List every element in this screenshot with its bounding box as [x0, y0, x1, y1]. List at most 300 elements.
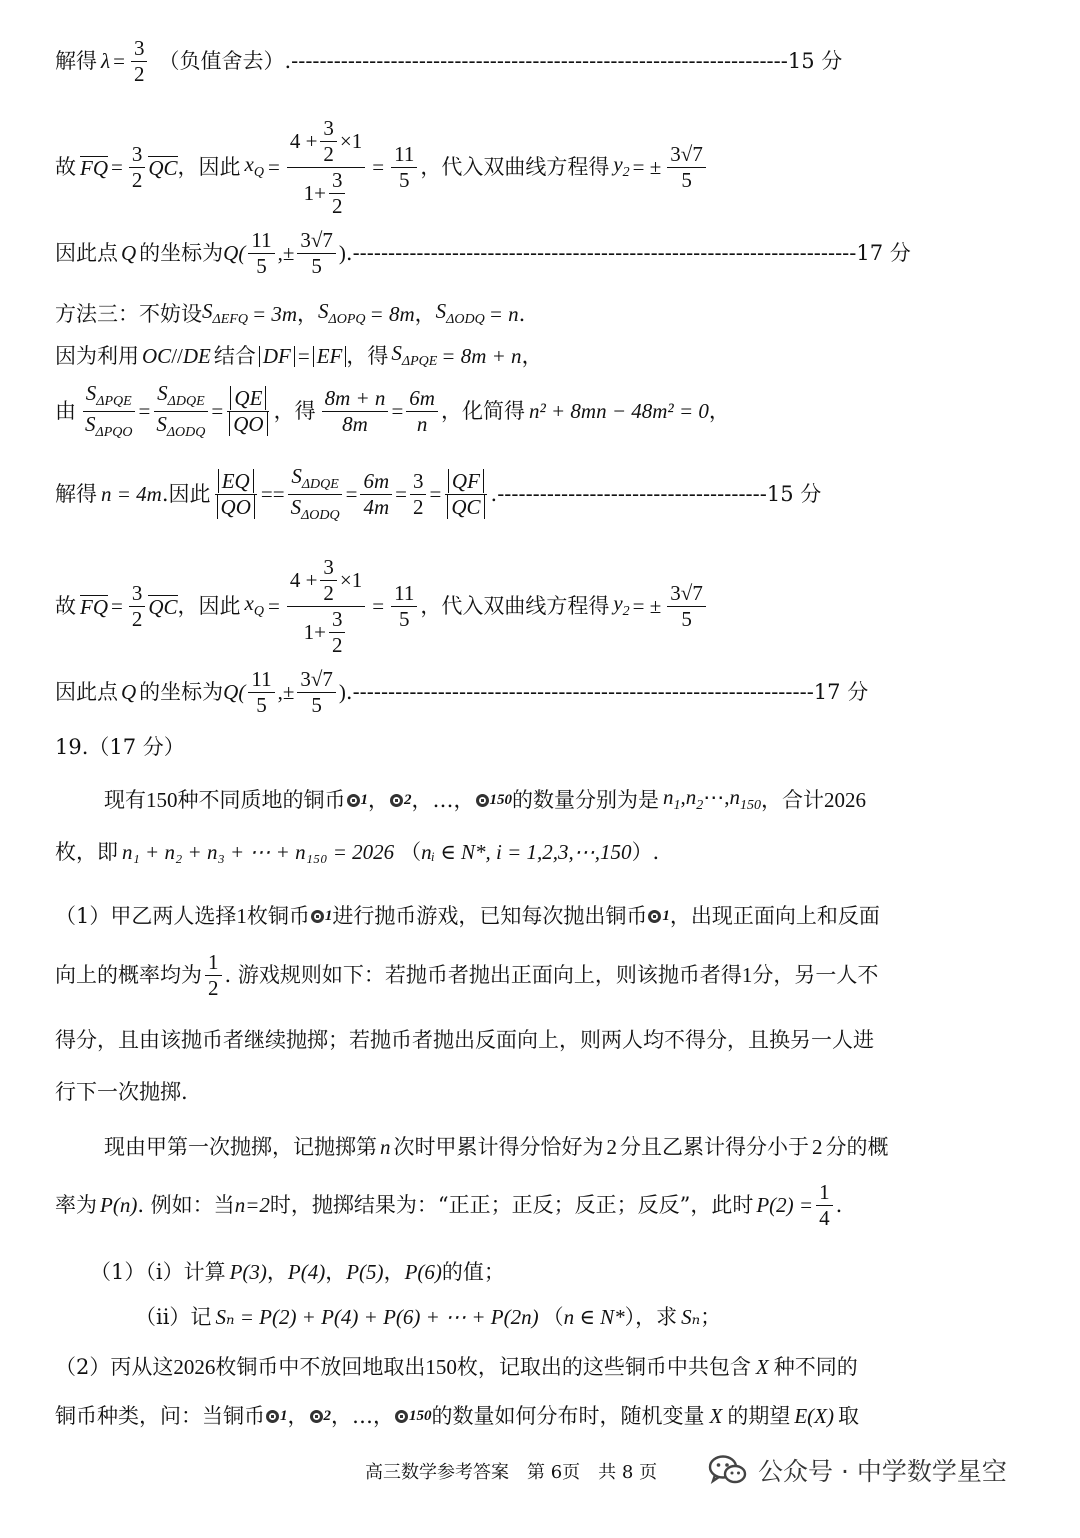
coin-icon — [311, 910, 324, 923]
n — [445, 471, 487, 495]
text: 取 — [837, 1404, 859, 1428]
equation: n = 4m — [101, 482, 162, 507]
d: 8m — [342, 412, 368, 437]
n-list — [663, 787, 761, 813]
math-pm: = ± — [632, 594, 662, 618]
text: . 游戏规则如下：若抛币者抛出正面向上，则该抛币者得 — [224, 963, 742, 987]
coin-icon — [347, 794, 360, 807]
problem-line-9 — [90, 1262, 505, 1283]
coin-index: 1 — [662, 908, 670, 924]
d — [214, 495, 258, 518]
fraction — [248, 669, 274, 716]
sub: ΔOPQ — [328, 312, 366, 328]
problem-line-5 — [55, 1030, 874, 1051]
text: 进行抛币游戏，已知每次抛出铜币 — [332, 904, 648, 928]
x-Q — [245, 154, 264, 180]
solution-line-8 — [55, 557, 709, 656]
numerator: 3 — [131, 38, 148, 62]
n: 1 — [816, 1182, 833, 1206]
var: y — [613, 152, 623, 177]
problem-line-4 — [55, 952, 878, 999]
text: 枚铜币中不放回地取出 — [215, 1355, 426, 1379]
d: 2 — [323, 581, 334, 605]
n: 3√7 — [297, 669, 336, 693]
area — [391, 343, 437, 369]
text: 铜币种类，问：当铜币 — [55, 1404, 265, 1428]
text: 行下一次抛掷. — [55, 1080, 188, 1104]
text: 时，抛掷结果为：“正正；正反；反正；反反”，此时 — [269, 1193, 754, 1217]
problem-line-3 — [55, 906, 880, 927]
abs: QO — [229, 412, 267, 436]
text: （2）丙从这 — [55, 1355, 174, 1379]
var: OC — [142, 343, 172, 368]
n — [288, 466, 342, 495]
sep: ,± — [277, 241, 295, 265]
comma: ， — [521, 343, 543, 368]
math-eq: = — [429, 482, 442, 507]
c: ⋯, — [703, 785, 730, 809]
fraction — [205, 952, 222, 999]
solution-line-6 — [55, 383, 730, 440]
problem-line-7 — [104, 1137, 889, 1158]
d: n — [416, 412, 428, 437]
t: ×1 — [339, 129, 363, 153]
fraction — [406, 388, 438, 435]
var: Q — [121, 680, 137, 704]
d: 5 — [256, 693, 267, 717]
text: ，得 — [346, 343, 389, 368]
math: n=2 — [234, 1193, 270, 1217]
n: 6m — [406, 388, 438, 412]
area — [436, 301, 485, 327]
number: 2026 — [824, 787, 866, 812]
watermark-text: 公众号 · 中学数学星空 — [758, 1457, 1007, 1486]
fraction — [391, 583, 417, 630]
coin-icon — [476, 794, 489, 807]
problem-line-12 — [55, 1406, 859, 1427]
math-eq: = — [297, 343, 310, 368]
text: ，化简得 — [440, 399, 525, 424]
d: 5 — [398, 168, 410, 192]
question-header — [55, 737, 185, 758]
d — [288, 495, 343, 523]
var: y — [613, 591, 623, 616]
numerator — [287, 118, 365, 168]
big-fraction — [287, 118, 365, 217]
denominator — [301, 168, 352, 217]
n: 11 — [248, 230, 274, 254]
denominator: 2 — [133, 62, 145, 86]
n: 11 — [248, 669, 274, 693]
text: ，出现正面向上和反面 — [669, 904, 880, 928]
text: 因此点 — [55, 241, 118, 265]
var: X — [755, 1355, 769, 1379]
number: 2 — [606, 1135, 617, 1159]
math: Sₙ = P(2) + P(4) + P(6) + ⋯ + P(2n) — [215, 1305, 539, 1329]
text: 分，另一人不 — [752, 963, 879, 987]
fraction — [444, 471, 487, 518]
d: 2 — [208, 976, 219, 1000]
math-eq: = — [391, 399, 404, 424]
number: 2026 — [173, 1355, 216, 1379]
n: 3 — [410, 471, 427, 495]
math-eq: = — [395, 482, 407, 507]
v: n — [685, 785, 697, 809]
number: 1 — [236, 904, 247, 928]
sep: ,± — [277, 680, 295, 704]
solution-line-9 — [55, 669, 868, 716]
score: 15 分 — [787, 49, 843, 73]
problem-line-11 — [55, 1357, 858, 1378]
d: 5 — [311, 693, 322, 717]
text: （ — [542, 1305, 564, 1329]
math-lambda: λ — [101, 49, 111, 73]
abs: QO — [217, 495, 255, 519]
n: 3√7 — [297, 230, 336, 254]
n — [227, 388, 269, 412]
coin-icon — [395, 1410, 408, 1423]
v: S — [290, 495, 302, 520]
fraction — [816, 1182, 833, 1229]
math-eq: = — [113, 49, 125, 73]
coin-index: 150 — [409, 1408, 432, 1424]
text: 方法三：不妨设 — [55, 301, 202, 326]
numerator: 3 — [129, 583, 146, 607]
text: ，代入双曲线方程得 — [420, 155, 610, 179]
score-leader: .---------------------------------------------------------------------- — [284, 49, 788, 73]
ellipsis: ，…， — [331, 1404, 394, 1428]
value: = 8m — [369, 301, 415, 326]
text: 解得 — [55, 49, 97, 73]
text: 解得 — [55, 482, 97, 507]
math-eq: = — [372, 594, 385, 618]
big-fraction — [287, 557, 365, 656]
problem-line-6 — [55, 1082, 188, 1103]
d: 5 — [681, 168, 692, 192]
comma: ， — [414, 301, 436, 326]
semicolon: ； — [700, 1305, 722, 1329]
n: 3√7 — [667, 144, 706, 168]
c: , — [680, 785, 686, 809]
text: ，因此 — [177, 155, 241, 179]
small-fraction — [329, 170, 346, 217]
text: 由 — [55, 399, 76, 424]
fraction — [667, 583, 706, 630]
number: 150 — [425, 1355, 457, 1379]
text: 率为 — [55, 1193, 97, 1217]
text: 次时甲累计得分恰好为 — [393, 1135, 604, 1159]
n: 6m — [360, 471, 392, 495]
sub: 2 — [622, 604, 630, 620]
math-eq: = — [111, 594, 123, 618]
math-eq: = — [345, 482, 358, 507]
value: = 3m — [251, 301, 298, 326]
math-eq: = — [138, 399, 151, 424]
fraction — [360, 471, 392, 518]
text: （ — [400, 840, 422, 864]
s: ΔPQO — [95, 425, 133, 441]
n: 11 — [391, 144, 417, 168]
fraction — [248, 230, 274, 277]
comma: ， — [708, 399, 730, 424]
problem-line-1 — [104, 787, 866, 813]
denominator: 2 — [131, 607, 143, 631]
area — [202, 301, 248, 327]
text: 的值； — [441, 1260, 505, 1284]
small-fraction — [329, 609, 346, 656]
s: ΔODQ — [166, 425, 206, 441]
abs: EQ — [218, 469, 254, 493]
number: 2 — [812, 1135, 823, 1159]
math: Sₙ — [681, 1305, 701, 1329]
v: S — [85, 412, 96, 437]
coin-icon — [390, 794, 403, 807]
text: ，代入双曲线方程得 — [420, 594, 610, 618]
sub: ΔPQE — [401, 354, 438, 370]
d: 5 — [311, 254, 322, 278]
fraction — [129, 144, 146, 191]
d: 5 — [398, 607, 410, 631]
problem-line-2 — [55, 842, 659, 863]
math: P(5) — [346, 1260, 384, 1284]
fraction — [667, 144, 706, 191]
fraction — [129, 583, 146, 630]
value: = 8m + n — [441, 343, 522, 368]
d — [444, 495, 487, 518]
coin-index: 1 — [360, 791, 368, 808]
coin-icon — [266, 1410, 279, 1423]
n — [154, 383, 208, 412]
problem-line-10 — [135, 1307, 721, 1328]
fraction — [410, 471, 427, 518]
vector-QC: QC — [148, 156, 178, 180]
var: S — [435, 299, 447, 323]
math-eq: = — [111, 155, 123, 179]
var: x — [244, 152, 254, 177]
math-eq: = — [267, 594, 280, 618]
equation: n₁ + n₂ + n₃ + ⋯ + n₁₅₀ = 2026 — [122, 840, 395, 864]
d: 2 — [331, 633, 343, 657]
math-eq: = — [372, 155, 385, 179]
text: 现有 — [104, 787, 146, 812]
n: 3√7 — [667, 583, 706, 607]
solution-line-1 — [55, 38, 842, 85]
d: 4 — [819, 1206, 830, 1230]
var: Q( — [223, 680, 246, 704]
fraction — [288, 466, 343, 523]
score: 17 分 — [813, 680, 869, 704]
abs: QF — [448, 469, 484, 493]
wechat-icon — [708, 1454, 748, 1486]
math: E(X) — [794, 1404, 834, 1428]
text: 向上的概率均为 — [55, 963, 202, 987]
period: . — [518, 301, 526, 326]
numerator: 3 — [129, 144, 146, 168]
n: 3 — [329, 170, 346, 194]
fraction — [322, 388, 389, 435]
comma: ， — [383, 1260, 405, 1284]
fraction — [391, 144, 417, 191]
ellipsis: ，…， — [411, 787, 475, 812]
vector-FQ: FQ — [80, 595, 108, 619]
condition: nᵢ ∈ N*, i = 1,2,3,⋯,150 — [421, 840, 632, 864]
solution-line-7 — [55, 466, 821, 523]
math-eq: = — [267, 155, 280, 179]
d: 2 — [412, 495, 424, 520]
t: 1+ — [303, 181, 326, 205]
text: 结合 — [213, 343, 256, 368]
s: ΔDQE — [301, 477, 339, 493]
math: P(2) = — [756, 1193, 814, 1217]
coin-icon — [648, 910, 661, 923]
v: S — [156, 412, 167, 437]
n: 8m + n — [322, 388, 389, 412]
watermark — [708, 1452, 1007, 1488]
n: 11 — [391, 583, 417, 607]
sub: ΔEFQ — [212, 312, 248, 328]
text: 枚，即 — [55, 840, 118, 864]
comma: ， — [297, 301, 319, 326]
solution-line-3 — [55, 230, 911, 277]
coin-index: 2 — [323, 1408, 331, 1424]
text: （ii）记 — [135, 1305, 212, 1329]
text: 的坐标为 — [139, 680, 224, 704]
var: Q — [121, 241, 137, 265]
var: S — [318, 299, 329, 323]
math-eq: == — [260, 482, 285, 507]
var: S — [202, 299, 213, 323]
sub: 2 — [622, 165, 630, 181]
score-leader: .----------------------------------------------------------------------- — [345, 241, 857, 265]
comma: ， — [266, 1260, 288, 1284]
text: 现由甲第一次抛掷，记抛掷第 — [104, 1135, 377, 1159]
note: （负值舍去） — [158, 49, 285, 73]
v: n — [663, 785, 674, 809]
fraction — [82, 383, 136, 440]
text: 分且乙累计得分小于 — [620, 1135, 809, 1159]
d: 2 — [331, 194, 343, 218]
n: 3 — [320, 557, 337, 581]
text: 故 — [55, 155, 76, 179]
fraction — [214, 471, 258, 518]
s: 1 — [673, 798, 681, 814]
comma: ， — [368, 787, 389, 812]
page-number: 高三数学参考答案 第 6页 共 8 页 — [365, 1462, 658, 1483]
comma: ， — [325, 1260, 347, 1284]
math: P(3) — [229, 1260, 267, 1284]
n — [215, 471, 257, 495]
s: ΔODQ — [301, 508, 340, 524]
small-fraction — [320, 118, 337, 165]
text: ，合计 — [761, 787, 824, 812]
text: . 例如：当 — [137, 1193, 235, 1217]
math: n ∈ N* — [563, 1305, 625, 1329]
score: 17 分 — [856, 241, 911, 265]
s: 2 — [696, 798, 704, 814]
s: ΔDQE — [167, 394, 205, 410]
fraction — [153, 383, 208, 440]
s: 150 — [740, 798, 761, 814]
parallel: // — [171, 343, 183, 368]
vector-FQ: FQ — [80, 156, 108, 180]
abs: QC — [447, 495, 484, 519]
text: 故 — [55, 594, 76, 618]
t: 4 + — [289, 568, 318, 592]
solution-line-5 — [55, 343, 543, 369]
sub: Q — [253, 604, 264, 620]
t: 4 + — [289, 129, 318, 153]
math: P(6) — [404, 1260, 442, 1284]
coin-index: 2 — [404, 791, 412, 808]
text: ），求 — [624, 1305, 678, 1329]
n — [83, 383, 135, 412]
denominator: 2 — [131, 168, 143, 192]
n: 1 — [205, 952, 222, 976]
math-eq: = — [211, 399, 224, 424]
var: X — [709, 1404, 723, 1428]
vector-QC: QC — [148, 595, 178, 619]
v: n — [729, 785, 740, 809]
text: 种不同的 — [773, 1355, 858, 1379]
question-number: 19.（17 分） — [55, 735, 185, 759]
v: S — [157, 381, 168, 405]
var: Q( — [223, 241, 246, 265]
fraction — [131, 38, 148, 85]
d: 4m — [363, 495, 390, 520]
abs-EF: EF — [313, 346, 347, 367]
text: 因为利用 — [55, 343, 139, 368]
d — [82, 412, 136, 440]
solution-line-2 — [55, 118, 709, 217]
score-leader: .-------------------------------------- — [490, 482, 767, 507]
text: ）. — [631, 840, 660, 864]
math: P(n) — [100, 1193, 138, 1217]
abs-DF: DF — [259, 346, 295, 367]
coin-index: 1 — [324, 908, 333, 924]
fraction — [297, 230, 336, 277]
text: ，因此 — [177, 594, 241, 618]
t: ×1 — [339, 568, 363, 592]
text: 枚铜币 — [246, 904, 310, 928]
coin-index: 1 — [280, 1408, 288, 1424]
d: 5 — [256, 254, 267, 278]
abs: QE — [230, 386, 266, 410]
math-pm: = ± — [632, 155, 662, 179]
value: = n — [488, 301, 519, 326]
n: 3 — [320, 118, 337, 142]
text: 分的概 — [825, 1135, 889, 1159]
y-2 — [613, 593, 629, 619]
y-2 — [613, 154, 629, 180]
text: 的期望 — [727, 1404, 791, 1428]
text: （1）（i）计算 — [90, 1260, 226, 1284]
problem-line-8 — [55, 1182, 842, 1229]
text: ，得 — [273, 399, 316, 424]
solution-line-4 — [55, 301, 525, 327]
score-leader: .----------------------------------------------------------------- — [345, 680, 814, 704]
text: 种不同质地的铜币 — [177, 787, 346, 812]
text: 得分，且由该抛币者继续抛掷；若抛币者抛出反面向上，则两人均不得分，且换另一人进 — [55, 1028, 874, 1052]
v: S — [291, 464, 302, 488]
sub: Q — [253, 165, 264, 181]
n: 3 — [329, 609, 346, 633]
x-Q — [245, 593, 264, 619]
area — [318, 301, 366, 327]
numerator — [287, 557, 365, 607]
d — [153, 412, 208, 440]
text: （1）甲乙两人选择 — [55, 904, 237, 928]
d — [226, 412, 270, 435]
